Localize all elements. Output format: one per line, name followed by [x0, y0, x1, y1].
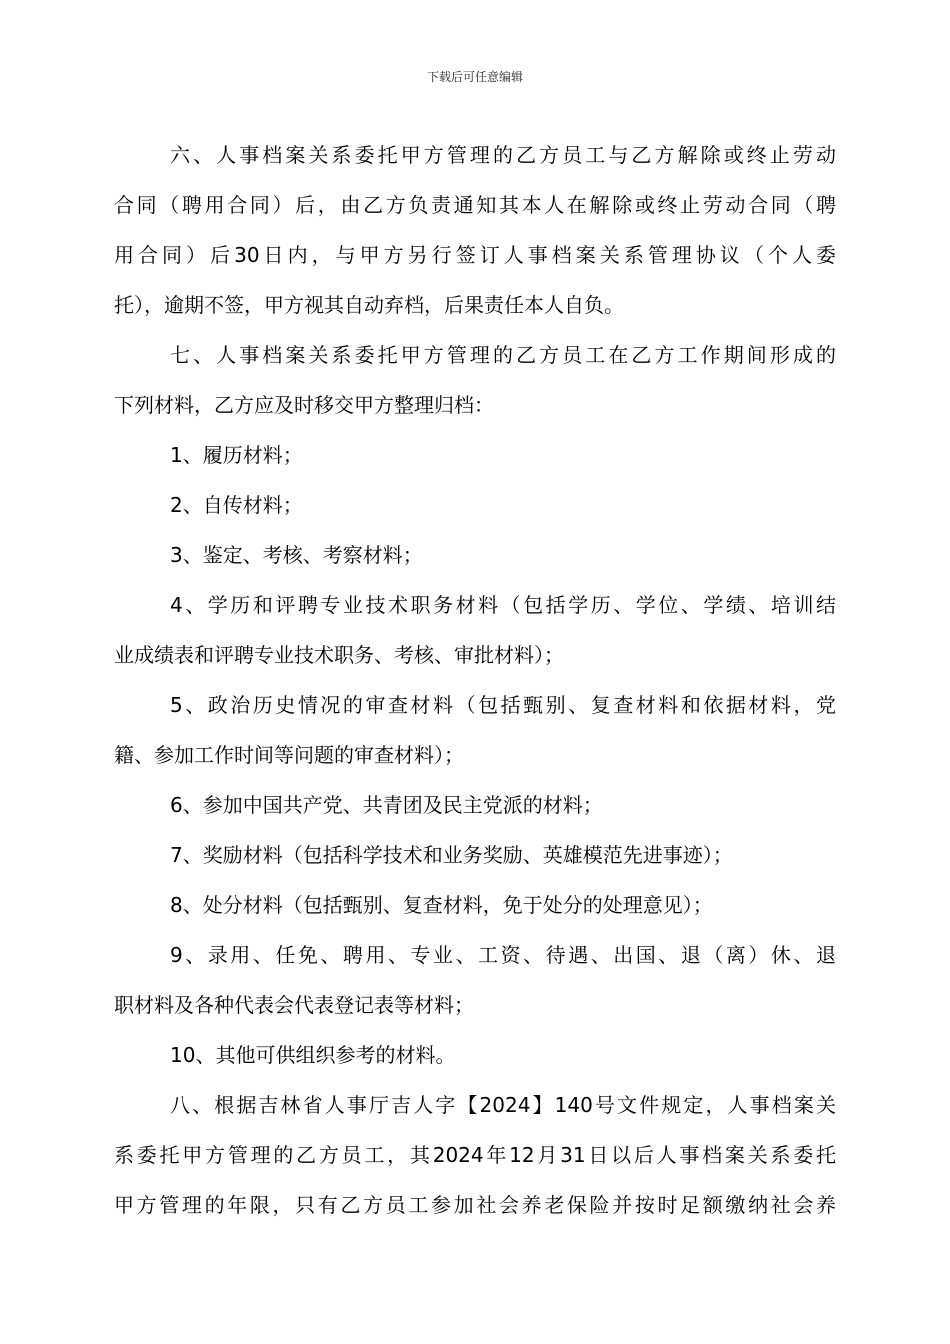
- paragraph-line: 下列材料，乙方应及时移交甲方整理归档：: [114, 393, 494, 417]
- paragraph-line: 3、鉴定、考核、考察材料；: [170, 543, 423, 567]
- paragraph-line: 系委托甲方管理的乙方员工，其2024年12月31日以后人事档案关系委托: [114, 1143, 836, 1167]
- paragraph-line: 6、参加中国共产党、共青团及民主党派的材料；: [170, 793, 603, 817]
- paragraph-line: 六、人事档案关系委托甲方管理的乙方员工与乙方解除或终止劳动: [170, 143, 836, 167]
- paragraph: [114, 580, 836, 680]
- paragraph: [114, 930, 836, 1030]
- paragraph: [114, 1080, 836, 1230]
- paragraph: [114, 480, 836, 530]
- paragraph: [114, 780, 836, 830]
- paragraph-line: 2、自传材料；: [170, 493, 303, 517]
- paragraph: [114, 830, 836, 880]
- paragraph: [114, 130, 836, 330]
- paragraph-line: 托），逾期不签，甲方视其自动弃档，后果责任本人自负。: [114, 293, 624, 317]
- paragraph-line: 业成绩表和评聘专业技术职务、考核、审批材料）；: [114, 643, 564, 667]
- paragraph-line: 合同（聘用合同）后，由乙方负责通知其本人在解除或终止劳动合同（聘: [114, 193, 836, 217]
- paragraph-line: 7、奖励材料（包括科学技术和业务奖励、英雄模范先进事迹）；: [170, 843, 733, 867]
- paragraph-line: 4、学历和评聘专业技术职务材料（包括学历、学位、学绩、培训结: [170, 593, 836, 617]
- paragraph-line: 9、录用、任免、聘用、专业、工资、待遇、出国、退（离）休、退: [170, 943, 836, 967]
- paragraph-line: 5、政治历史情况的审查材料（包括甄别、复查材料和依据材料，党: [170, 693, 836, 717]
- paragraph: [114, 880, 836, 930]
- paragraph: [114, 1030, 836, 1080]
- paragraph-line: 八、根据吉林省人事厅吉人字【2024】140号文件规定，人事档案关: [170, 1093, 836, 1117]
- paragraph-line: 1、履历材料；: [170, 443, 303, 467]
- paragraph-line: 籍、参加工作时间等问题的审查材料）；: [114, 743, 464, 767]
- document-body: [114, 130, 836, 1230]
- paragraph: [114, 680, 836, 780]
- page-header: 下载后可任意编辑: [426, 70, 523, 84]
- paragraph: [114, 530, 836, 580]
- paragraph-line: 职材料及各种代表会代表登记表等材料；: [114, 993, 474, 1017]
- paragraph: [114, 430, 836, 480]
- paragraph-line: 8、处分材料（包括甄别、复查材料，免于处分的处理意见）；: [170, 893, 713, 917]
- paragraph: [114, 330, 836, 430]
- paragraph-line: 用合同）后30日内，与甲方另行签订人事档案关系管理协议（个人委: [114, 243, 836, 267]
- paragraph-line: 甲方管理的年限，只有乙方员工参加社会养老保险并按时足额缴纳社会养: [114, 1193, 836, 1217]
- paragraph-line: 七、人事档案关系委托甲方管理的乙方员工在乙方工作期间形成的: [170, 343, 836, 367]
- paragraph-line: 10、其他可供组织参考的材料。: [170, 1043, 456, 1067]
